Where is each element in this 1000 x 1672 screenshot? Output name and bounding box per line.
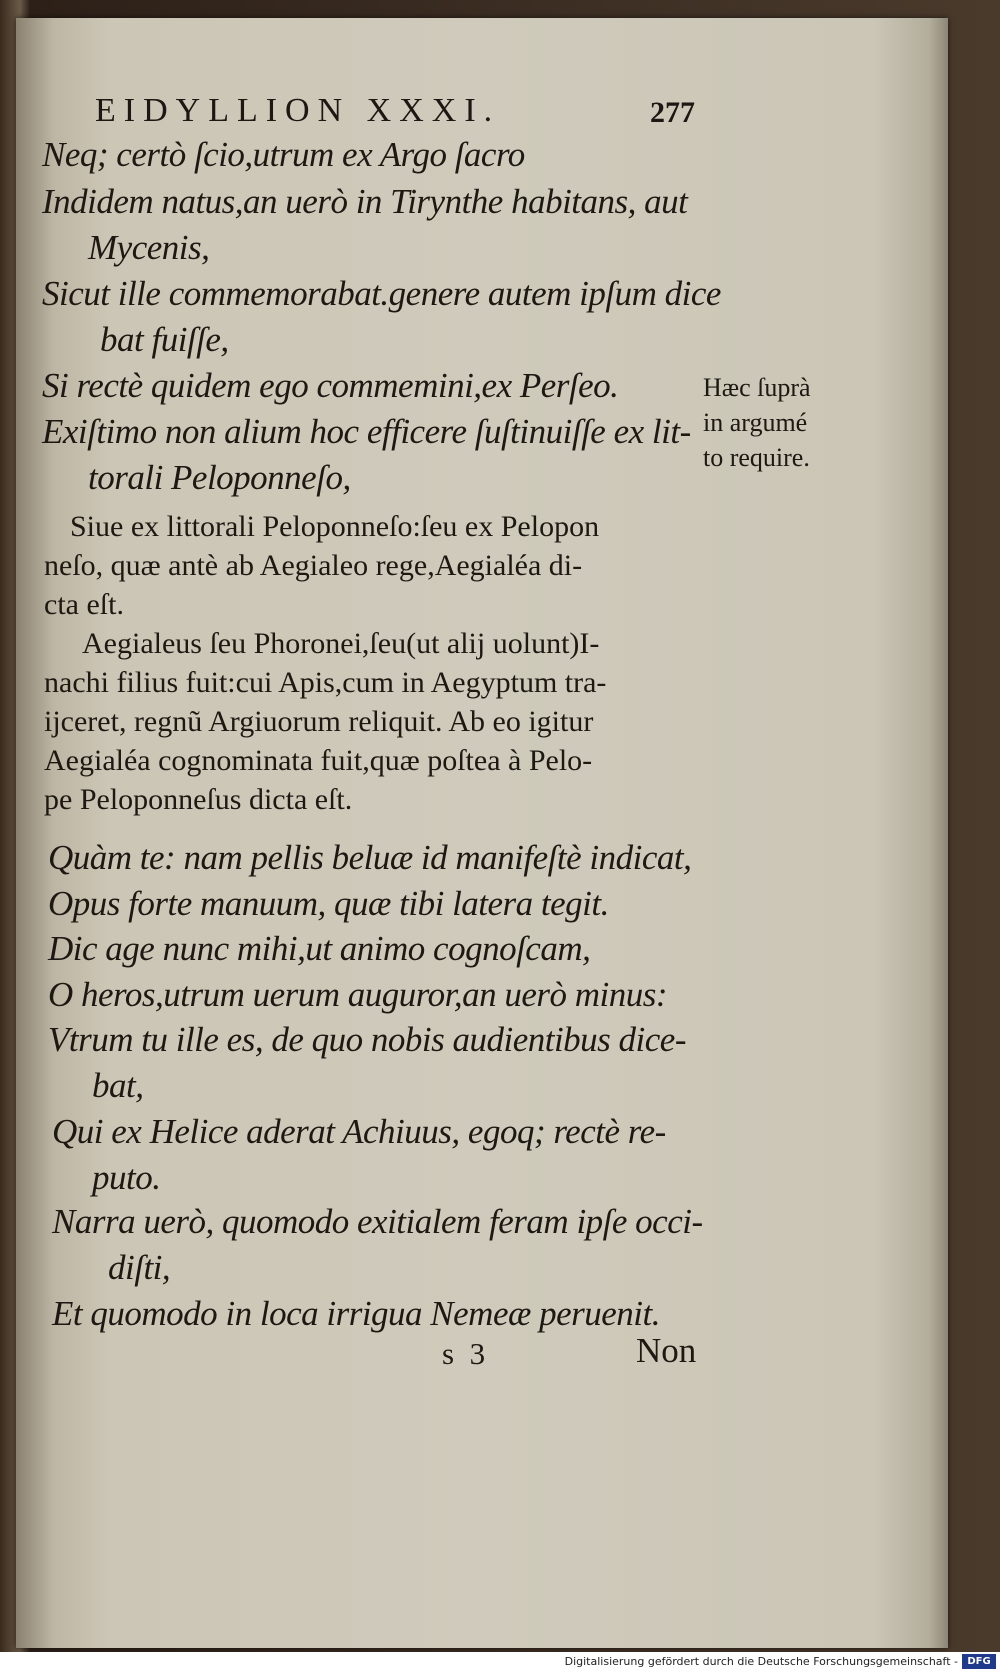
commentary-line: Aegialéa cognominata fuit,quæ poſtea à Pelo- [44,744,593,777]
verse-line: O heros,utrum uerum auguror,an uerò minus: [48,975,668,1014]
verse-line: diſti, [108,1248,171,1287]
commentary-line: neſo, quæ antè ab Aegialeo rege,Aegialéa di- [44,549,583,582]
verse-line: Vtrum tu ille es, de quo nobis audientibus dice- [48,1020,686,1059]
verse-line: puto. [92,1158,161,1197]
signature-mark: s 3 [442,1336,486,1371]
verse-line: Sicut ille commemorabat.genere autem ipſum dice [42,274,721,313]
verse-line: Dic age nunc mihi,ut animo cognoſcam, [48,929,591,968]
commentary-line: Siue ex littorali Peloponneſo:ſeu ex Pelopon [70,510,600,543]
verse-line: Indidem natus,an uerò in Tirynthe habitans, aut [42,182,688,221]
verse-line: Exiſtimo non alium hoc efficere ſuſtinuiſſe ex lit- [42,412,691,451]
marginal-note-line: to require. [703,443,810,472]
verse-line: Opus forte manuum, quæ tibi latera tegit. [48,884,609,923]
page-header [95,92,695,134]
commentary-line: pe Peloponneſus dicta eſt. [44,783,353,816]
commentary-line: nachi filius fuit:cui Apis,cum in Aegyptum tra- [44,666,607,699]
verse-line: torali Peloponneſo, [88,458,351,497]
commentary-line: ijceret, regnũ Argiuorum reliquit. Ab eo igitur [44,705,594,738]
digitization-footer [0,1652,1000,1672]
verse-line: Et quomodo in loca irrigua Nemeæ peruenit. [52,1294,660,1333]
commentary-line: cta eſt. [44,588,124,621]
verse-line: Qui ex Helice aderat Achiuus, egoq; rectè re- [52,1112,666,1151]
verse-line: Narra uerò, quomodo exitialem feram ipſe occi- [52,1202,703,1241]
verse-line: Si rectè quidem ego commemini,ex Perſeo. [42,366,619,405]
running-head: EIDYLLION XXXI. [95,92,501,129]
verse-line: bat, [92,1066,144,1105]
verse-line: Quàm te: nam pellis beluæ id manifeſtè indicat, [48,838,692,877]
marginal-note-line: Hæc ſuprà [703,373,811,402]
marginal-note-line: in argumé [703,408,808,437]
commentary-line: Aegialeus ſeu Phoronei,ſeu(ut alij uolunt)I- [82,627,600,660]
page-number: 277 [650,96,695,129]
footer-credit: Digitalisierung gefördert durch die Deutsche Forschungsgemeinschaft - [564,1655,958,1668]
catchword: Non [636,1331,697,1370]
verse-line: Mycenis, [88,228,210,267]
verse-line: Neq; certò ſcio,utrum ex Argo ſacro [42,135,525,174]
dfg-logo-icon: DFG [962,1654,996,1669]
verse-line: bat fuiſſe, [100,320,229,359]
